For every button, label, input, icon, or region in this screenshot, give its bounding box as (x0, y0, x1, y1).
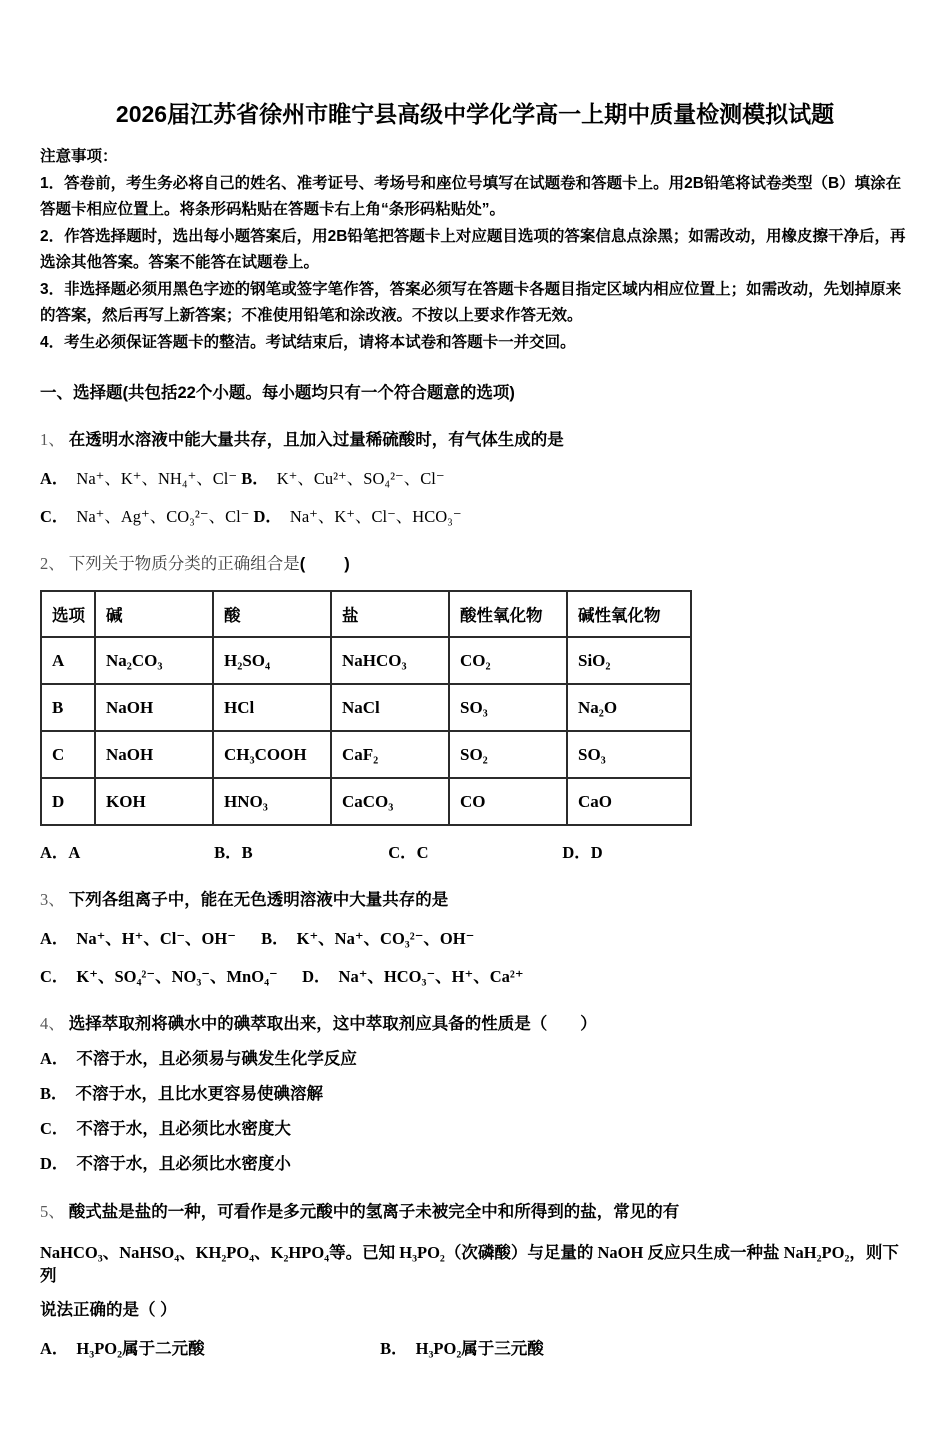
answer-text: A (68, 843, 81, 862)
section-heading: 一、选择题(共包括22个小题。每小题均只有一个符合题意的选项) (40, 384, 515, 402)
question-2-blank-paren: ( ) (299, 555, 352, 573)
option-q3-d (302, 965, 523, 988)
classification-table (40, 590, 692, 826)
option-text: 不溶于水，且比水更容易使碘溶解 (75, 1085, 324, 1103)
option-text: Na⁺、Ag⁺、CO₃²⁻、Cl⁻ (76, 507, 250, 526)
option-label: A． (40, 1049, 69, 1068)
table-cell: HCl (213, 684, 331, 731)
table-cell: NaOH (95, 731, 213, 778)
option-text: Na⁺、H⁺、Cl⁻、OH⁻ (76, 929, 236, 948)
table-cell: H₂SO₄ (213, 637, 331, 684)
question-3-stem (40, 888, 910, 912)
question-5-number: 5、 (40, 1202, 65, 1221)
option-text: H₃PO₂属于三元酸 (415, 1339, 544, 1358)
question-5-text: 酸式盐是盐的一种，可看作是多元酸中的氢离子未被完全中和所得到的盐，常见的有 (68, 1203, 680, 1221)
option-text: 不溶于水，且必须易与碘发生化学反应 (76, 1050, 357, 1068)
answer-text: C (416, 843, 429, 862)
option-label: D． (302, 967, 331, 986)
question-3-text: 下列各组离子中，能在无色透明溶液中大量共存的是 (68, 891, 449, 909)
table-row-c (41, 731, 691, 778)
answer-c (388, 841, 558, 864)
table-cell: B (41, 684, 95, 731)
option-text: H₃PO₂属于二元酸 (76, 1339, 205, 1358)
option-text: 不溶于水，且必须比水密度小 (76, 1155, 291, 1173)
table-cell: NaHCO₃ (331, 637, 449, 684)
question-4-option-c (40, 1117, 910, 1141)
option-q3-c (40, 965, 298, 988)
question-5-option-row (40, 1337, 910, 1360)
answer-label: D． (562, 843, 591, 862)
table-cell: CaF₂ (331, 731, 449, 778)
option-label: D． (253, 507, 282, 526)
table-row-d (41, 778, 691, 825)
notice-item-4: 4．考生必须保证答题卡的整洁。考试结束后，请将本试卷和答题卡一并交回。 (40, 333, 576, 351)
option-label: D． (40, 1154, 69, 1173)
page-title: 2026届江苏省徐州市睢宁县高级中学化学高一上期中质量检测模拟试题 (115, 101, 835, 127)
table-cell: SO₃ (567, 731, 691, 778)
question-4-option-b (40, 1082, 910, 1106)
option-text: K⁺、SO₄²⁻、NO₃⁻、MnO₄⁻ (76, 967, 278, 986)
option-label: B． (261, 929, 289, 948)
notice-heading: 注意事项： (40, 148, 118, 165)
table-header-cell: 选项 (41, 591, 95, 637)
question-4-stem (40, 1012, 910, 1036)
option-label: B． (40, 1084, 68, 1103)
table-cell: CO (449, 778, 567, 825)
answer-label: A． (40, 843, 69, 862)
table-header-row (41, 591, 691, 637)
table-cell: C (41, 731, 95, 778)
option-q5-a (40, 1337, 376, 1360)
question-5-stem-line-2: NaHCO₃、NaHSO₄、KH₂PO₄、K₂HPO₄等。已知 H₃PO₂（次磷酸）与足量的 NaOH 反应只生成一种盐 NaH₂PO₂，则下列 (40, 1243, 899, 1285)
answer-text: B (241, 843, 253, 862)
question-3-number: 3、 (40, 890, 65, 909)
option-label: A． (40, 469, 69, 488)
table-header-cell: 酸性氧化物 (449, 591, 567, 637)
table-cell: SO₂ (449, 731, 567, 778)
option-label: A． (40, 929, 69, 948)
answer-a (40, 841, 210, 864)
option-text: K⁺、Cu²⁺、SO₄²⁻、Cl⁻ (276, 469, 445, 488)
option-q1-b (241, 467, 444, 490)
option-text: Na⁺、K⁺、NH₄⁺、Cl⁻ (76, 469, 238, 488)
table-cell: A (41, 637, 95, 684)
table-header-cell: 酸 (213, 591, 331, 637)
question-5-stem-line-3: 说法正确的是（ ） (40, 1301, 177, 1319)
option-label: B． (380, 1339, 408, 1358)
question-2-stem (40, 552, 910, 576)
option-text: Na⁺、HCO₃⁻、H⁺、Ca²⁺ (338, 967, 524, 986)
answer-b (214, 841, 384, 864)
answer-label: B． (214, 843, 242, 862)
table-cell: SiO₂ (567, 637, 691, 684)
option-q5-b (380, 1337, 544, 1360)
table-row-a (41, 637, 691, 684)
question-4-text: 选择萃取剂将碘水中的碘萃取出来，这中萃取剂应具备的性质是（ ） (68, 1015, 597, 1033)
table-cell: KOH (95, 778, 213, 825)
question-1-option-row-1 (40, 467, 910, 490)
option-q1-c (40, 505, 249, 528)
question-4-option-a (40, 1047, 910, 1071)
option-label: C． (40, 507, 69, 526)
table-cell: NaCl (331, 684, 449, 731)
question-1-stem (40, 428, 910, 452)
table-cell: SO₃ (449, 684, 567, 731)
option-label: C． (40, 967, 69, 986)
option-q1-a (40, 467, 237, 490)
question-3-option-row-1 (40, 927, 910, 950)
question-1-text: 在透明水溶液中能大量共存，且加入过量稀硫酸时，有气体生成的是 (68, 431, 564, 449)
question-5-stem-line-1 (40, 1200, 910, 1224)
question-4-number: 4、 (40, 1014, 65, 1033)
exam-page (0, 98, 950, 1360)
table-header-cell: 碱性氧化物 (567, 591, 691, 637)
option-label: A． (40, 1339, 69, 1358)
option-label: B． (241, 469, 269, 488)
table-cell: Na₂O (567, 684, 691, 731)
option-q3-b (261, 927, 474, 950)
table-cell: CaO (567, 778, 691, 825)
notice-item-3: 3．非选择题必须用黑色字迹的钢笔或签字笔作答，答案必须写在答题卡各题目指定区域内相应位置上；如需改动，先划掉原来的答案，然后再写上新答案；不准使用铅笔和涂改液。不按以上要求作答无效。 (40, 280, 902, 324)
question-2-number: 2、 (40, 554, 65, 573)
question-1-number: 1、 (40, 430, 65, 449)
table-cell: NaOH (95, 684, 213, 731)
question-2-text: 下列关于物质分类的正确组合是 (68, 554, 300, 573)
answer-label: C． (388, 843, 417, 862)
table-cell: HNO₃ (213, 778, 331, 825)
table-cell: D (41, 778, 95, 825)
question-4-option-d (40, 1152, 910, 1176)
question-3-option-row-2 (40, 965, 910, 988)
table-cell: CaCO₃ (331, 778, 449, 825)
table-header-cell: 碱 (95, 591, 213, 637)
notice-item-2: 2．作答选择题时，选出每小题答案后，用2B铅笔把答题卡上对应题目选项的答案信息点涂黑；如需改动，用橡皮擦干净后，再选涂其他答案。答案不能答在试题卷上。 (40, 227, 906, 271)
option-q1-d (254, 505, 462, 528)
notice-item-1: 1．答卷前，考生务必将自己的姓名、准考证号、考场号和座位号填写在试题卷和答题卡上。用2B铅笔将试卷类型（B）填涂在答题卡相应位置上。将条形码粘贴在答题卡右上角“条形码粘贴处”。 (40, 174, 902, 218)
option-text: 不溶于水，且必须比水密度大 (76, 1120, 291, 1138)
option-q3-a (40, 927, 257, 950)
table-cell: CH₃COOH (213, 731, 331, 778)
table-cell: CO₂ (449, 637, 567, 684)
question-1-option-row-2 (40, 505, 910, 528)
answer-text: D (590, 843, 603, 862)
answer-d (562, 841, 602, 864)
table-row-b (41, 684, 691, 731)
question-2-answer-row (40, 841, 910, 864)
notice-section (40, 144, 910, 356)
option-text: K⁺、Na⁺、CO₃²⁻、OH⁻ (296, 929, 475, 948)
table-cell: Na₂CO₃ (95, 637, 213, 684)
option-text: Na⁺、K⁺、Cl⁻、HCO₃⁻ (289, 507, 462, 526)
option-label: C． (40, 1119, 69, 1138)
table-header-cell: 盐 (331, 591, 449, 637)
